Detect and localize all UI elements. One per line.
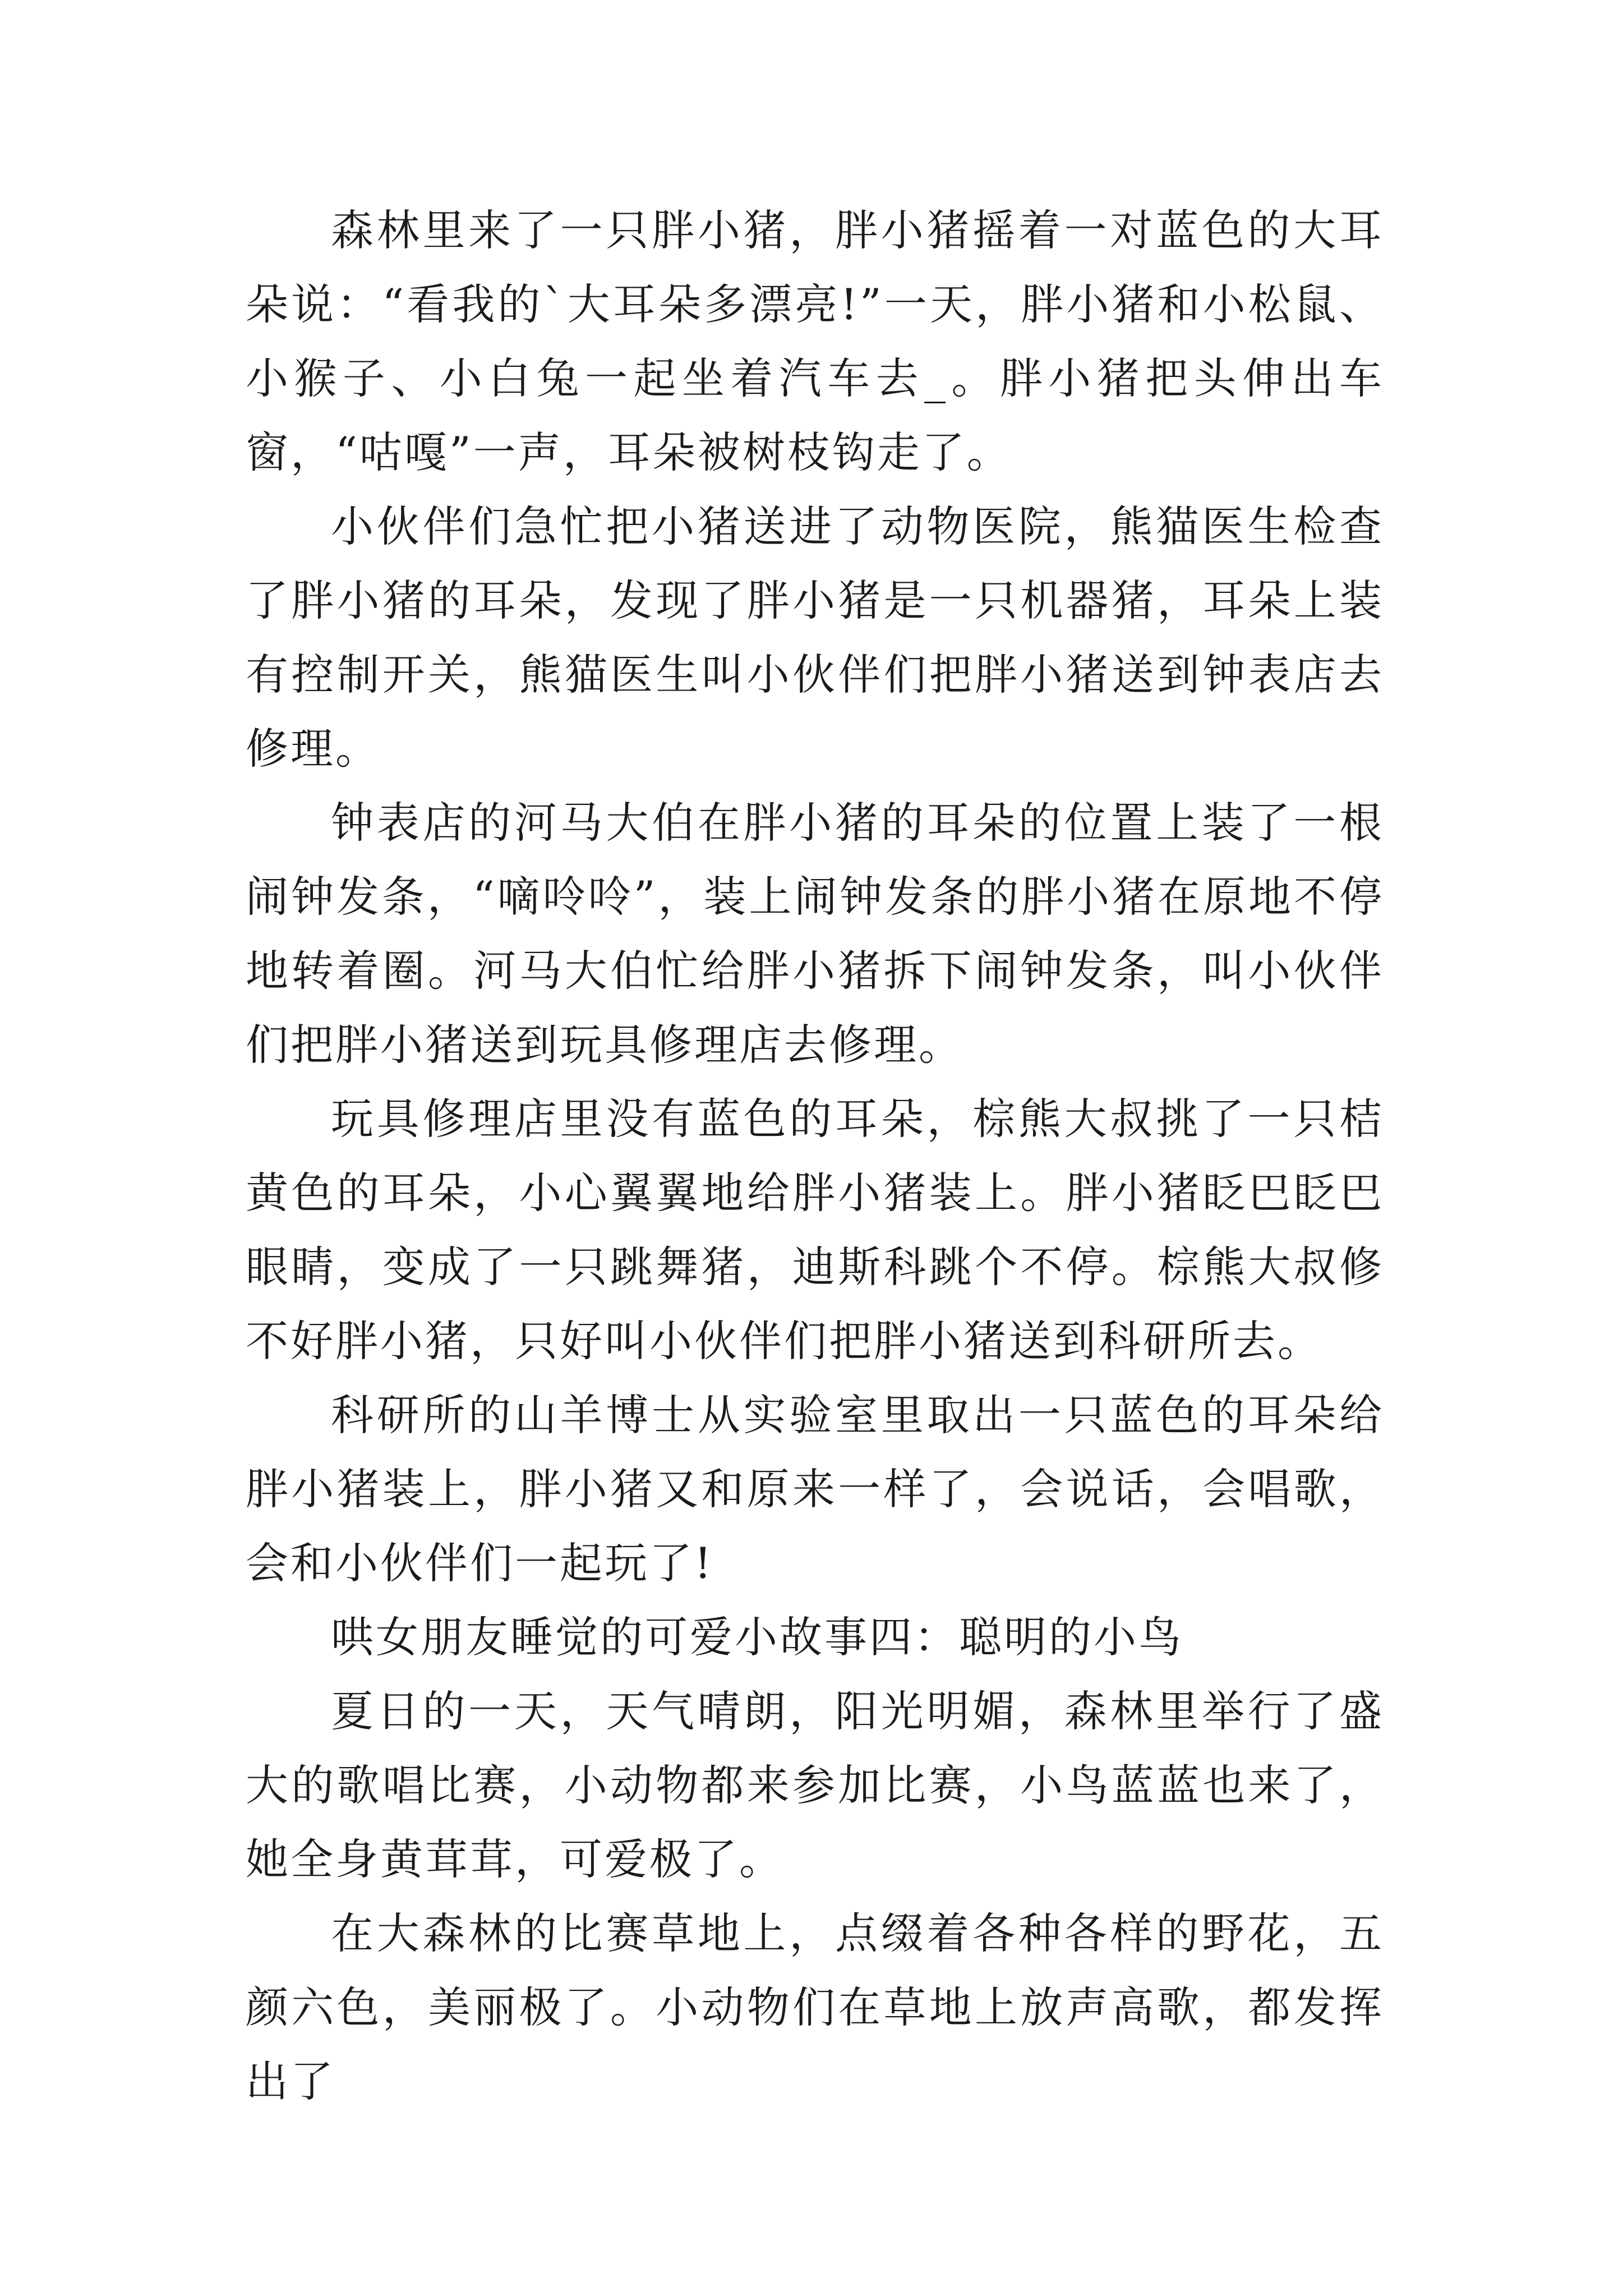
section-heading: 哄女朋友睡觉的可爱小故事四：聪明的小鸟 [331, 1612, 1183, 1662]
paragraph: 在大森林的比赛草地上，点缀着各种各样的野花，五颜六色，美丽极了。小动物们在草地上放声高歌，都发挥出了 [246, 1908, 1384, 2106]
paragraph: 钟表店的河马大伯在胖小猪的耳朵的位置上装了一根闹钟发条，“嘀呤呤”，装上闹钟发条的胖小猪在原地不停地转着圈。河马大伯忙给胖小猪拆下闹钟发条，叫小伙伴们把胖小猪送到玩具修理店去修理。 [246, 798, 1384, 1070]
paragraph: 玩具修理店里没有蓝色的耳朵，棕熊大叔挑了一只桔黄色的耳朵，小心翼翼地给胖小猪装上。胖小猪眨巴眨巴眼睛，变成了一只跳舞猪，迪斯科跳个不停。棕熊大叔修不好胖小猪，只好叫小伙伴们把胖小猪送到科研所去。 [246, 1094, 1384, 1366]
document-body [246, 194, 1384, 2119]
paragraph: 夏日的一天，天气晴朗，阳光明媚，森林里举行了盛大的歌唱比赛，小动物都来参加比赛，小鸟蓝蓝也来了，她全身黄茸茸，可爱极了。 [246, 1686, 1384, 1884]
paragraph: 小伙伴们急忙把小猪送进了动物医院，熊猫医生检查了胖小猪的耳朵，发现了胖小猪是一只机器猪，耳朵上装有控制开关，熊猫医生叫小伙伴们把胖小猪送到钟表店去修理。 [246, 501, 1384, 774]
paragraph: 科研所的山羊博士从实验室里取出一只蓝色的耳朵给胖小猪装上，胖小猪又和原来一样了，会说话，会唱歌，会和小伙伴们一起玩了! [246, 1390, 1384, 1588]
paragraph: 森林里来了一只胖小猪，胖小猪摇着一对蓝色的大耳朵说：“看我的`大耳朵多漂亮!”一天，胖小猪和小松鼠、小猴子、小白兔一起坐着汽车去_。胖小猪把头伸出车窗，“咕嘎”一声，耳朵被树枝钩走了。 [246, 205, 1384, 477]
